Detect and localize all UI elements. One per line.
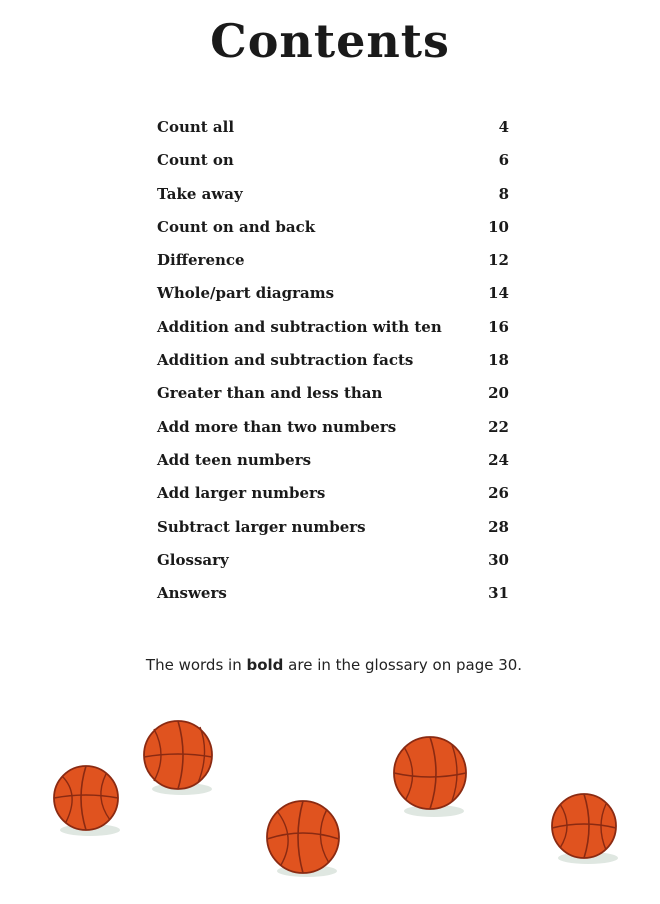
toc-entry-page: 28 (488, 517, 509, 536)
toc-entry-label: Count on and back (157, 217, 316, 236)
glossary-note (0, 656, 660, 674)
toc-entry (157, 151, 509, 184)
toc-entry-label: Addition and subtraction facts (157, 351, 414, 370)
toc-entry-label: Addition and subtraction with ten (157, 317, 442, 336)
toc-entry-page: 24 (488, 450, 509, 469)
toc-entry-label: Answers (157, 584, 227, 603)
toc-entry-label: Add larger numbers (157, 484, 326, 503)
toc-entry (157, 118, 509, 151)
toc-entry-page: 30 (488, 550, 509, 569)
toc-entry (157, 584, 509, 617)
toc-entry-page: 26 (488, 484, 509, 503)
toc-entry-label: Take away (157, 184, 243, 203)
toc-entry-label: Count all (157, 118, 235, 136)
toc-entry-page: 14 (488, 284, 509, 303)
toc-entry (157, 518, 509, 551)
toc-entry-label: Difference (157, 251, 245, 270)
toc-entry (157, 451, 509, 484)
table-of-contents (157, 118, 509, 617)
toc-entry (157, 284, 509, 317)
note-bold-word: bold (246, 656, 284, 674)
toc-entry-page: 18 (488, 351, 509, 370)
toc-entry-page: 31 (488, 584, 509, 603)
toc-entry-page: 12 (488, 251, 509, 270)
toc-entry-page: 4 (498, 118, 509, 136)
toc-entry-label: Greater than and less than (157, 384, 383, 403)
toc-entry-label: Subtract larger numbers (157, 517, 366, 536)
toc-entry (157, 251, 509, 284)
basketball-icon (390, 733, 474, 819)
basketball-icon (263, 797, 347, 881)
toc-entry (157, 484, 509, 517)
basketball-icon (140, 717, 220, 799)
note-text-before: The words in (145, 656, 247, 674)
toc-entry-label: Whole/part diagrams (157, 284, 335, 303)
basketball-icon (548, 792, 624, 868)
page-title: Contents (210, 14, 450, 68)
toc-entry-label: Count on (157, 151, 234, 170)
basketball-icon (50, 764, 126, 840)
note-text-after: are in the glossary on page 30. (283, 656, 523, 674)
toc-entry-page: 16 (488, 317, 509, 336)
toc-entry (157, 418, 509, 451)
toc-entry (157, 551, 509, 584)
toc-entry-page: 20 (488, 384, 509, 403)
toc-entry (157, 218, 509, 251)
toc-entry-label: Add more than two numbers (157, 417, 397, 436)
toc-entry-page: 10 (488, 217, 509, 236)
toc-entry-page: 8 (498, 184, 509, 203)
toc-entry (157, 351, 509, 384)
toc-entry-label: Add teen numbers (157, 450, 312, 469)
toc-entry-label: Glossary (157, 550, 229, 569)
toc-entry (157, 384, 509, 417)
toc-entry-page: 6 (498, 151, 509, 170)
toc-entry (157, 318, 509, 351)
toc-entry (157, 185, 509, 218)
toc-entry-page: 22 (488, 417, 509, 436)
